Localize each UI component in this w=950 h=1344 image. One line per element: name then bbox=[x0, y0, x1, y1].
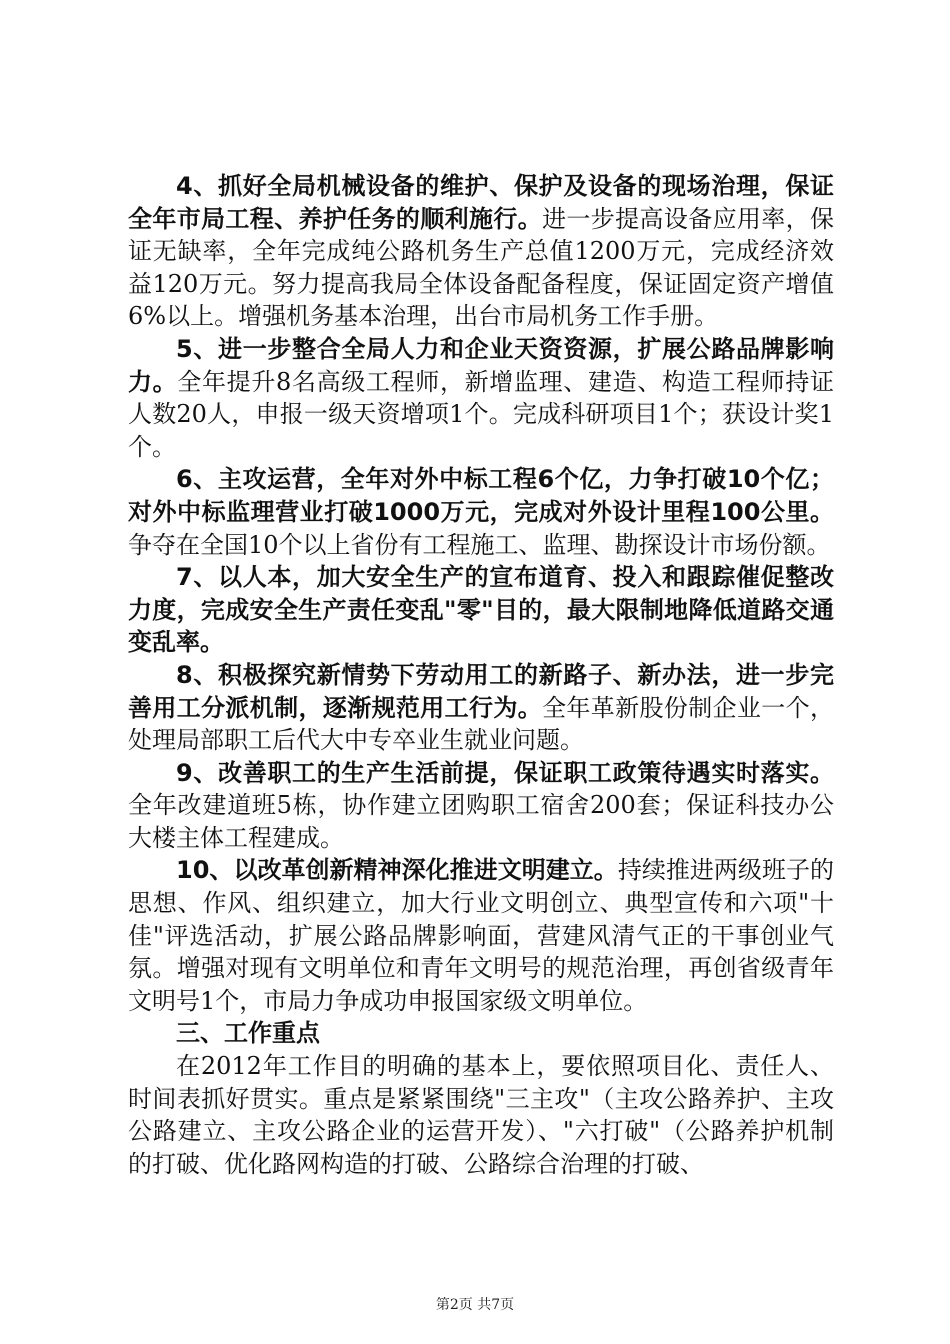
paragraph-lead: 4、抓好全局机械设备的维护、保护及设备的现场治理，保证全年市局工程、养护任务的顺利施行。 bbox=[128, 172, 834, 233]
paragraph-work-focus bbox=[128, 1050, 834, 1180]
paragraph-lead: 5、进一步整合全局人力和企业天资资源，扩展公路品牌影响力。 bbox=[128, 334, 834, 396]
paragraph-item-4 bbox=[128, 170, 834, 333]
paragraph-text: 全年改建道班5栋，协作建立团购职工宿舍200套；保证科技办公大楼主体工程建成。 bbox=[128, 791, 834, 852]
paragraph-text: 在2012年工作目的明确的基本上，要依照项目化、责任人、时间表抓好贯实。重点是紧紧围绕"三主攻"（主攻公路养护、主攻公路建立、主攻公路企业的运营开发）、"六打破"（公路养护机制的打破、优化路网构造的打破、公路综合治理的打破、 bbox=[128, 1052, 834, 1178]
paragraph-lead: 7、以人本，加大安全生产的宣布道育、投入和跟踪催促整改力度，完成安全生产责任变乱"零"目的，最大限制地降低道路交通变乱率。 bbox=[128, 563, 834, 657]
paragraph-text: 争夺在全国10个以上省份有工程施工、监理、勘探设计市场份额。 bbox=[128, 530, 831, 559]
paragraph-item-6 bbox=[128, 463, 834, 561]
paragraph-text: 全年革新股份制企业一个，处理局部职工后代大中专卒业生就业问题。 bbox=[128, 693, 835, 755]
paragraph-text: 全年提升8名高级工程师，新增监理、建造、构造工程师持证人数20人，申报一级天资增项1个。完成科研项目1个；获设计奖1个。 bbox=[128, 367, 834, 461]
section-heading-text: 三、工作重点 bbox=[176, 1019, 320, 1048]
paragraph-item-9 bbox=[128, 757, 834, 855]
section-heading bbox=[128, 1017, 834, 1050]
paragraph-text: 进一步提高设备应用率，保证无缺率，全年完成纯公路机务生产总值1200万元，完成经济效益120万元。努力提高我局全体设备配备程度，保证固定资产增值6%以上。增强机务基本治理，出台市局机务工作手册。 bbox=[128, 204, 835, 331]
paragraph-lead: 8、积极探究新情势下劳动用工的新路子、新办法，进一步完善用工分派机制，逐渐规范用工行为。 bbox=[128, 660, 834, 722]
paragraph-lead: 10、以改革创新精神深化推进文明建立。 bbox=[176, 856, 618, 885]
document-body bbox=[128, 170, 834, 1180]
paragraph-lead: 9、改善职工的生产生活前提，保证职工政策待遇实时落实。 bbox=[176, 758, 834, 787]
paragraph-item-8 bbox=[128, 659, 834, 757]
paragraph-lead: 6、主攻运营，全年对外中标工程6个亿，力争打破10个亿；对外中标监理营业打破1000万元，完成对外设计里程100公里。 bbox=[128, 465, 834, 526]
paragraph-item-10 bbox=[128, 854, 834, 1017]
page-number-footer: 第2页 共7页 bbox=[435, 1297, 515, 1313]
paragraph-item-5 bbox=[128, 333, 834, 463]
paragraph-item-7 bbox=[128, 561, 834, 659]
paragraph-text: 持续推进两级班子的思想、作风、组织建立，加大行业文明创立、典型宣传和六项"十佳"评选活动，扩展公路品牌影响面，营建风清气正的干事创业气氛。增强对现有文明单位和青年文明号的规范治理，再创省级青年文明号1个，市局力争成功申报国家级文明单位。 bbox=[128, 856, 834, 1015]
